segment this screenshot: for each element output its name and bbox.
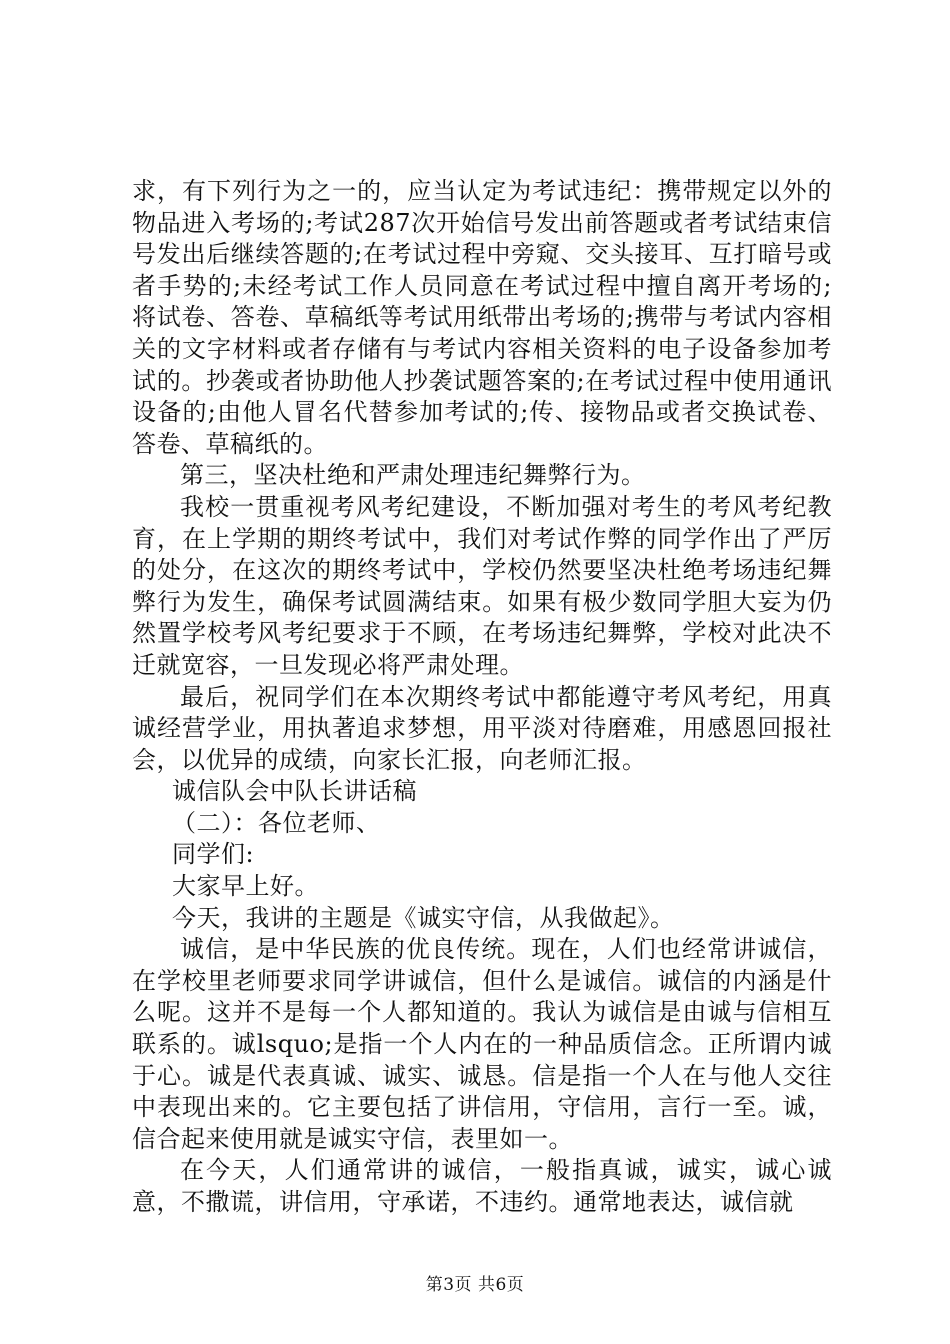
page-number-footer: 第3页 共6页 — [425, 1275, 525, 1295]
paragraph-integrity-meaning: 诚信，是中华民族的优良传统。现在，人们也经常讲诚信，在学校里老师要求同学讲诚信，但什么是诚信。诚信的内涵是什么呢。这并不是每一个人都知道的。我认为诚信是由诚与信相互联系的。诚lsquo;是指一个人内在的一种品质信念。正所谓内诚于心。诚是代表真诚、诚实、诚恳。信是指一个人在与他人交往中表现出来的。它主要包括了讲信用，守信用，言行一至。诚，信合起来使用就是诚实守信，表里如一。 — [132, 935, 832, 1153]
paragraph-closing-wishes: 最后，祝同学们在本次期终考试中都能遵守考风考纪，用真诚经营学业，用执著追求梦想，用平淡对待磨难，用感恩回报社会，以优异的成绩，向家长汇报，向老师汇报。 — [132, 682, 832, 774]
paragraph-school-discipline: 我校一贯重视考风考纪建设，不断加强对考生的考风考纪教育，在上学期的期终考试中，我们对考试作弊的同学作出了严厉的处分，在这次的期终考试中，学校仍然要坚决杜绝考场违纪舞弊行为发生，确保考试圆满结束。如果有极少数同学胆大妄为仍然置学校考风考纪要求于不顾，在考场违纪舞弊，学校对此决不迁就宽容，一旦发现必将严肃处理。 — [132, 492, 832, 679]
greeting: 大家早上好。 — [172, 872, 319, 901]
paragraph-third-point: 第三，坚决杜绝和严肃处理违纪舞弊行为。 — [180, 461, 646, 490]
paragraph-topic: 今天，我讲的主题是《诚实守信，从我做起》。 — [172, 903, 675, 932]
document-body — [132, 176, 832, 1219]
paragraph-exam-violations: 求，有下列行为之一的，应当认定为考试违纪：携带规定以外的物品进入考场的;考试287次开始信号发出前答题或者考试结束信号发出后继续答题的;在考试过程中旁窥、交头接耳、互打暗号或者手势的;未经考试工作人员同意在考试过程中擅自离开考场的;将试卷、答卷、草稿纸等考试用纸带出考场的;携带与考试内容相关的文字材料或者存储有与考试内容相关资料的电子设备参加考试的。抄袭或者协助他人抄袭试题答案的;在考试过程中使用通讯设备的;由他人冒名代替参加考试的;传、接物品或者交换试卷、答卷、草稿纸的。 — [132, 177, 832, 458]
section-heading: 诚信队会中队长讲话稿 — [172, 777, 417, 806]
salutation-students: 同学们: — [172, 840, 255, 869]
paragraph-integrity-today: 在今天，人们通常讲的诚信，一般指真诚，诚实，诚心诚意，不撒谎，讲信用，守承诺，不违约。通常地表达，诚信就 — [132, 1156, 832, 1216]
salutation-teachers: （二）：各位老师、 — [172, 808, 381, 837]
